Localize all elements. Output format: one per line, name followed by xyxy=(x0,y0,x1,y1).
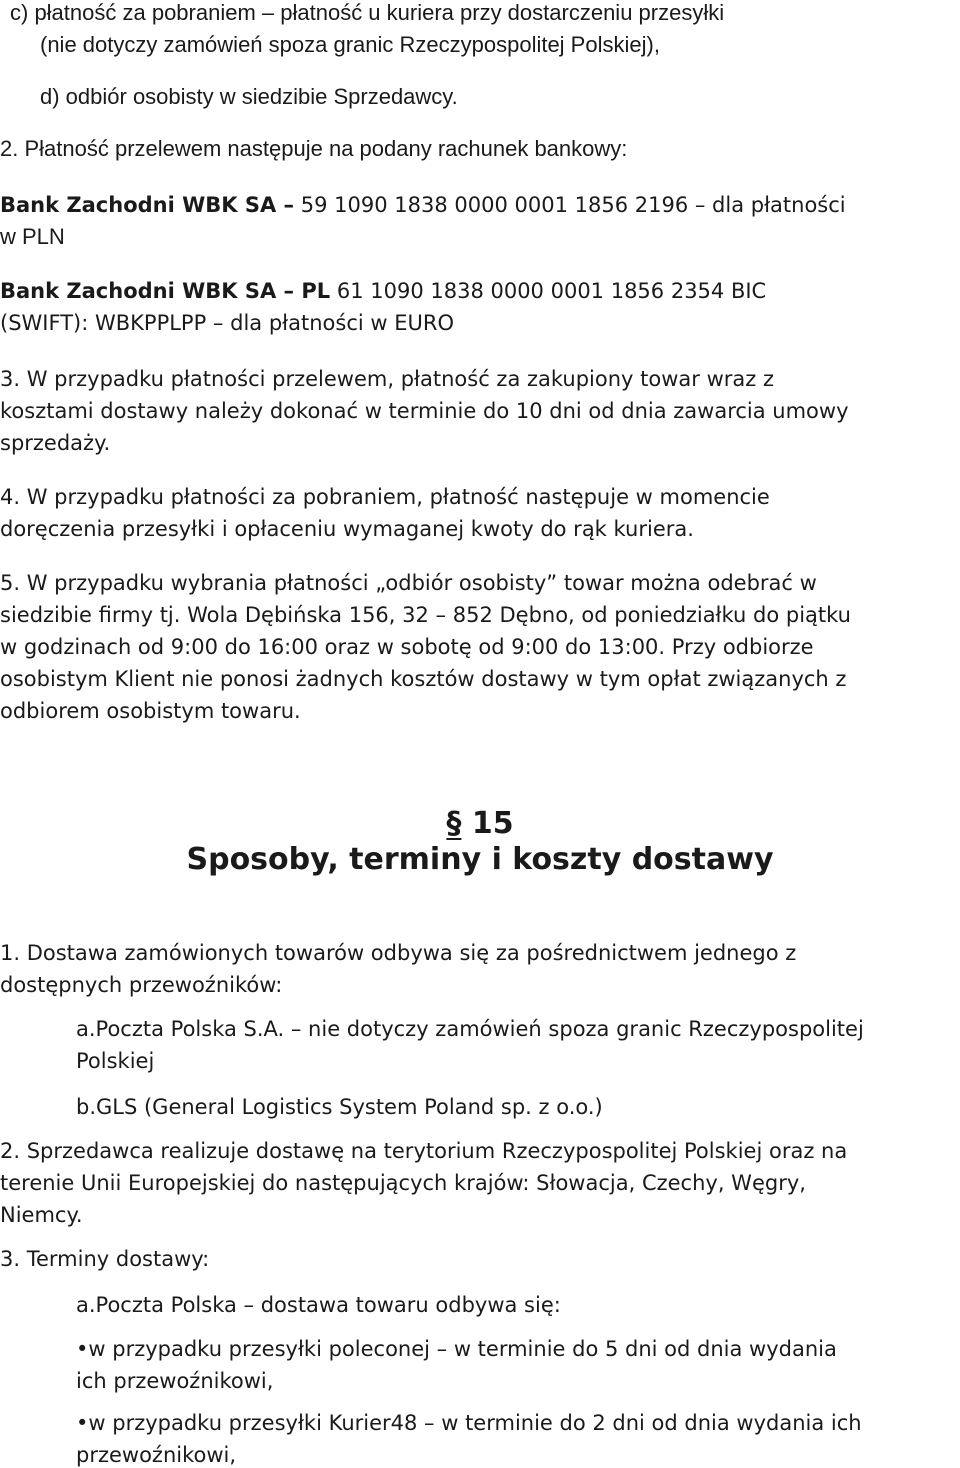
delivery-point-1-line2: dostępnych przewoźników: xyxy=(0,973,283,997)
bank-name-pln: Bank Zachodni WBK SA – xyxy=(0,193,295,217)
bank-account-euro-cont: (SWIFT): WBKPPLPP – dla płatności w EURO xyxy=(0,311,454,335)
delivery-bullet-1-line2: ich przewoźnikowi, xyxy=(76,1369,274,1393)
payment-item-d: d) odbiór osobisty w siedzibie Sprzedawcy. xyxy=(40,84,458,109)
payment-point-4-line1: 4. W przypadku płatności za pobraniem, płatność następuje w momencie xyxy=(0,485,770,509)
delivery-bullet-1-line1: •w przypadku przesyłki poleconej – w terminie do 5 dni od dnia wydania xyxy=(76,1337,837,1361)
section-sign: § xyxy=(446,806,462,841)
payment-point-5-line3: w godzinach od 9:00 do 16:00 oraz w sobotę od 9:00 do 13:00. Przy odbiorze xyxy=(0,635,814,659)
bank-account-euro xyxy=(0,278,766,304)
delivery-point-3a: a.Poczta Polska – dostawa towaru odbywa się: xyxy=(76,1293,561,1317)
payment-item-c-line1: c) płatność za pobraniem – płatność u kuriera przy dostarczeniu przesyłki xyxy=(10,0,725,25)
section-number xyxy=(0,806,960,842)
payment-point-2: 2. Płatność przelewem następuje na podany rachunek bankowy: xyxy=(0,136,628,161)
delivery-bullet-2-line1: •w przypadku przesyłki Kurier48 – w terminie do 2 dni od dnia wydania ich xyxy=(76,1411,862,1435)
payment-point-3-line3: sprzedaży. xyxy=(0,431,111,455)
payment-point-5-line5: odbiorem osobistym towaru. xyxy=(0,699,301,723)
section-number-value: 15 xyxy=(471,806,514,841)
bank-account-pln-cont: w PLN xyxy=(0,224,65,249)
payment-point-3-line1: 3. W przypadku płatności przelewem, płatność za zakupiony towar wraz z xyxy=(0,367,774,391)
delivery-point-3: 3. Terminy dostawy: xyxy=(0,1247,210,1271)
delivery-point-2-line1: 2. Sprzedawca realizuje dostawę na terytorium Rzeczypospolitej Polskiej oraz na xyxy=(0,1139,848,1163)
payment-point-4-line2: doręczenia przesyłki i opłaceniu wymaganej kwoty do rąk kuriera. xyxy=(0,517,694,541)
delivery-point-1-line1: 1. Dostawa zamówionych towarów odbywa się za pośrednictwem jednego z xyxy=(0,941,797,965)
bank-name-euro: Bank Zachodni WBK SA – PL xyxy=(0,279,331,303)
section-title: Sposoby, terminy i koszty dostawy xyxy=(186,842,774,877)
payment-point-3-line2: kosztami dostawy należy dokonać w terminie do 10 dni od dnia zawarcia umowy xyxy=(0,399,849,423)
bank-account-pln-number: 59 1090 1838 0000 0001 1856 2196 – dla płatności xyxy=(300,193,846,217)
delivery-point-2-line2: terenie Unii Europejskiej do następujących krajów: Słowacja, Czechy, Węgry, xyxy=(0,1171,806,1195)
delivery-bullet-2-line2: przewoźnikowi, xyxy=(76,1443,237,1467)
bank-account-pln xyxy=(0,192,846,218)
bank-account-euro-number: 61 1090 1838 0000 0001 1856 2354 BIC xyxy=(336,279,767,303)
payment-item-c-line2: (nie dotyczy zamówień spoza granic Rzeczypospolitej Polskiej), xyxy=(40,32,660,57)
payment-point-5-line1: 5. W przypadku wybrania płatności „odbiór osobisty” towar można odebrać w xyxy=(0,571,817,595)
payment-point-5-line2: siedzibie firmy tj. Wola Dębińska 156, 32 – 852 Dębno, od poniedziałku do piątku xyxy=(0,603,851,627)
delivery-carrier-b: b.GLS (General Logistics System Poland sp. z o.o.) xyxy=(76,1095,603,1119)
delivery-point-2-line3: Niemcy. xyxy=(0,1203,83,1227)
delivery-carrier-a-line2: Polskiej xyxy=(76,1049,155,1073)
payment-point-5-line4: osobistym Klient nie ponosi żadnych kosztów dostawy w tym opłat związanych z xyxy=(0,667,847,691)
delivery-carrier-a-line1: a.Poczta Polska S.A. – nie dotyczy zamówień spoza granic Rzeczypospolitej xyxy=(76,1017,864,1041)
